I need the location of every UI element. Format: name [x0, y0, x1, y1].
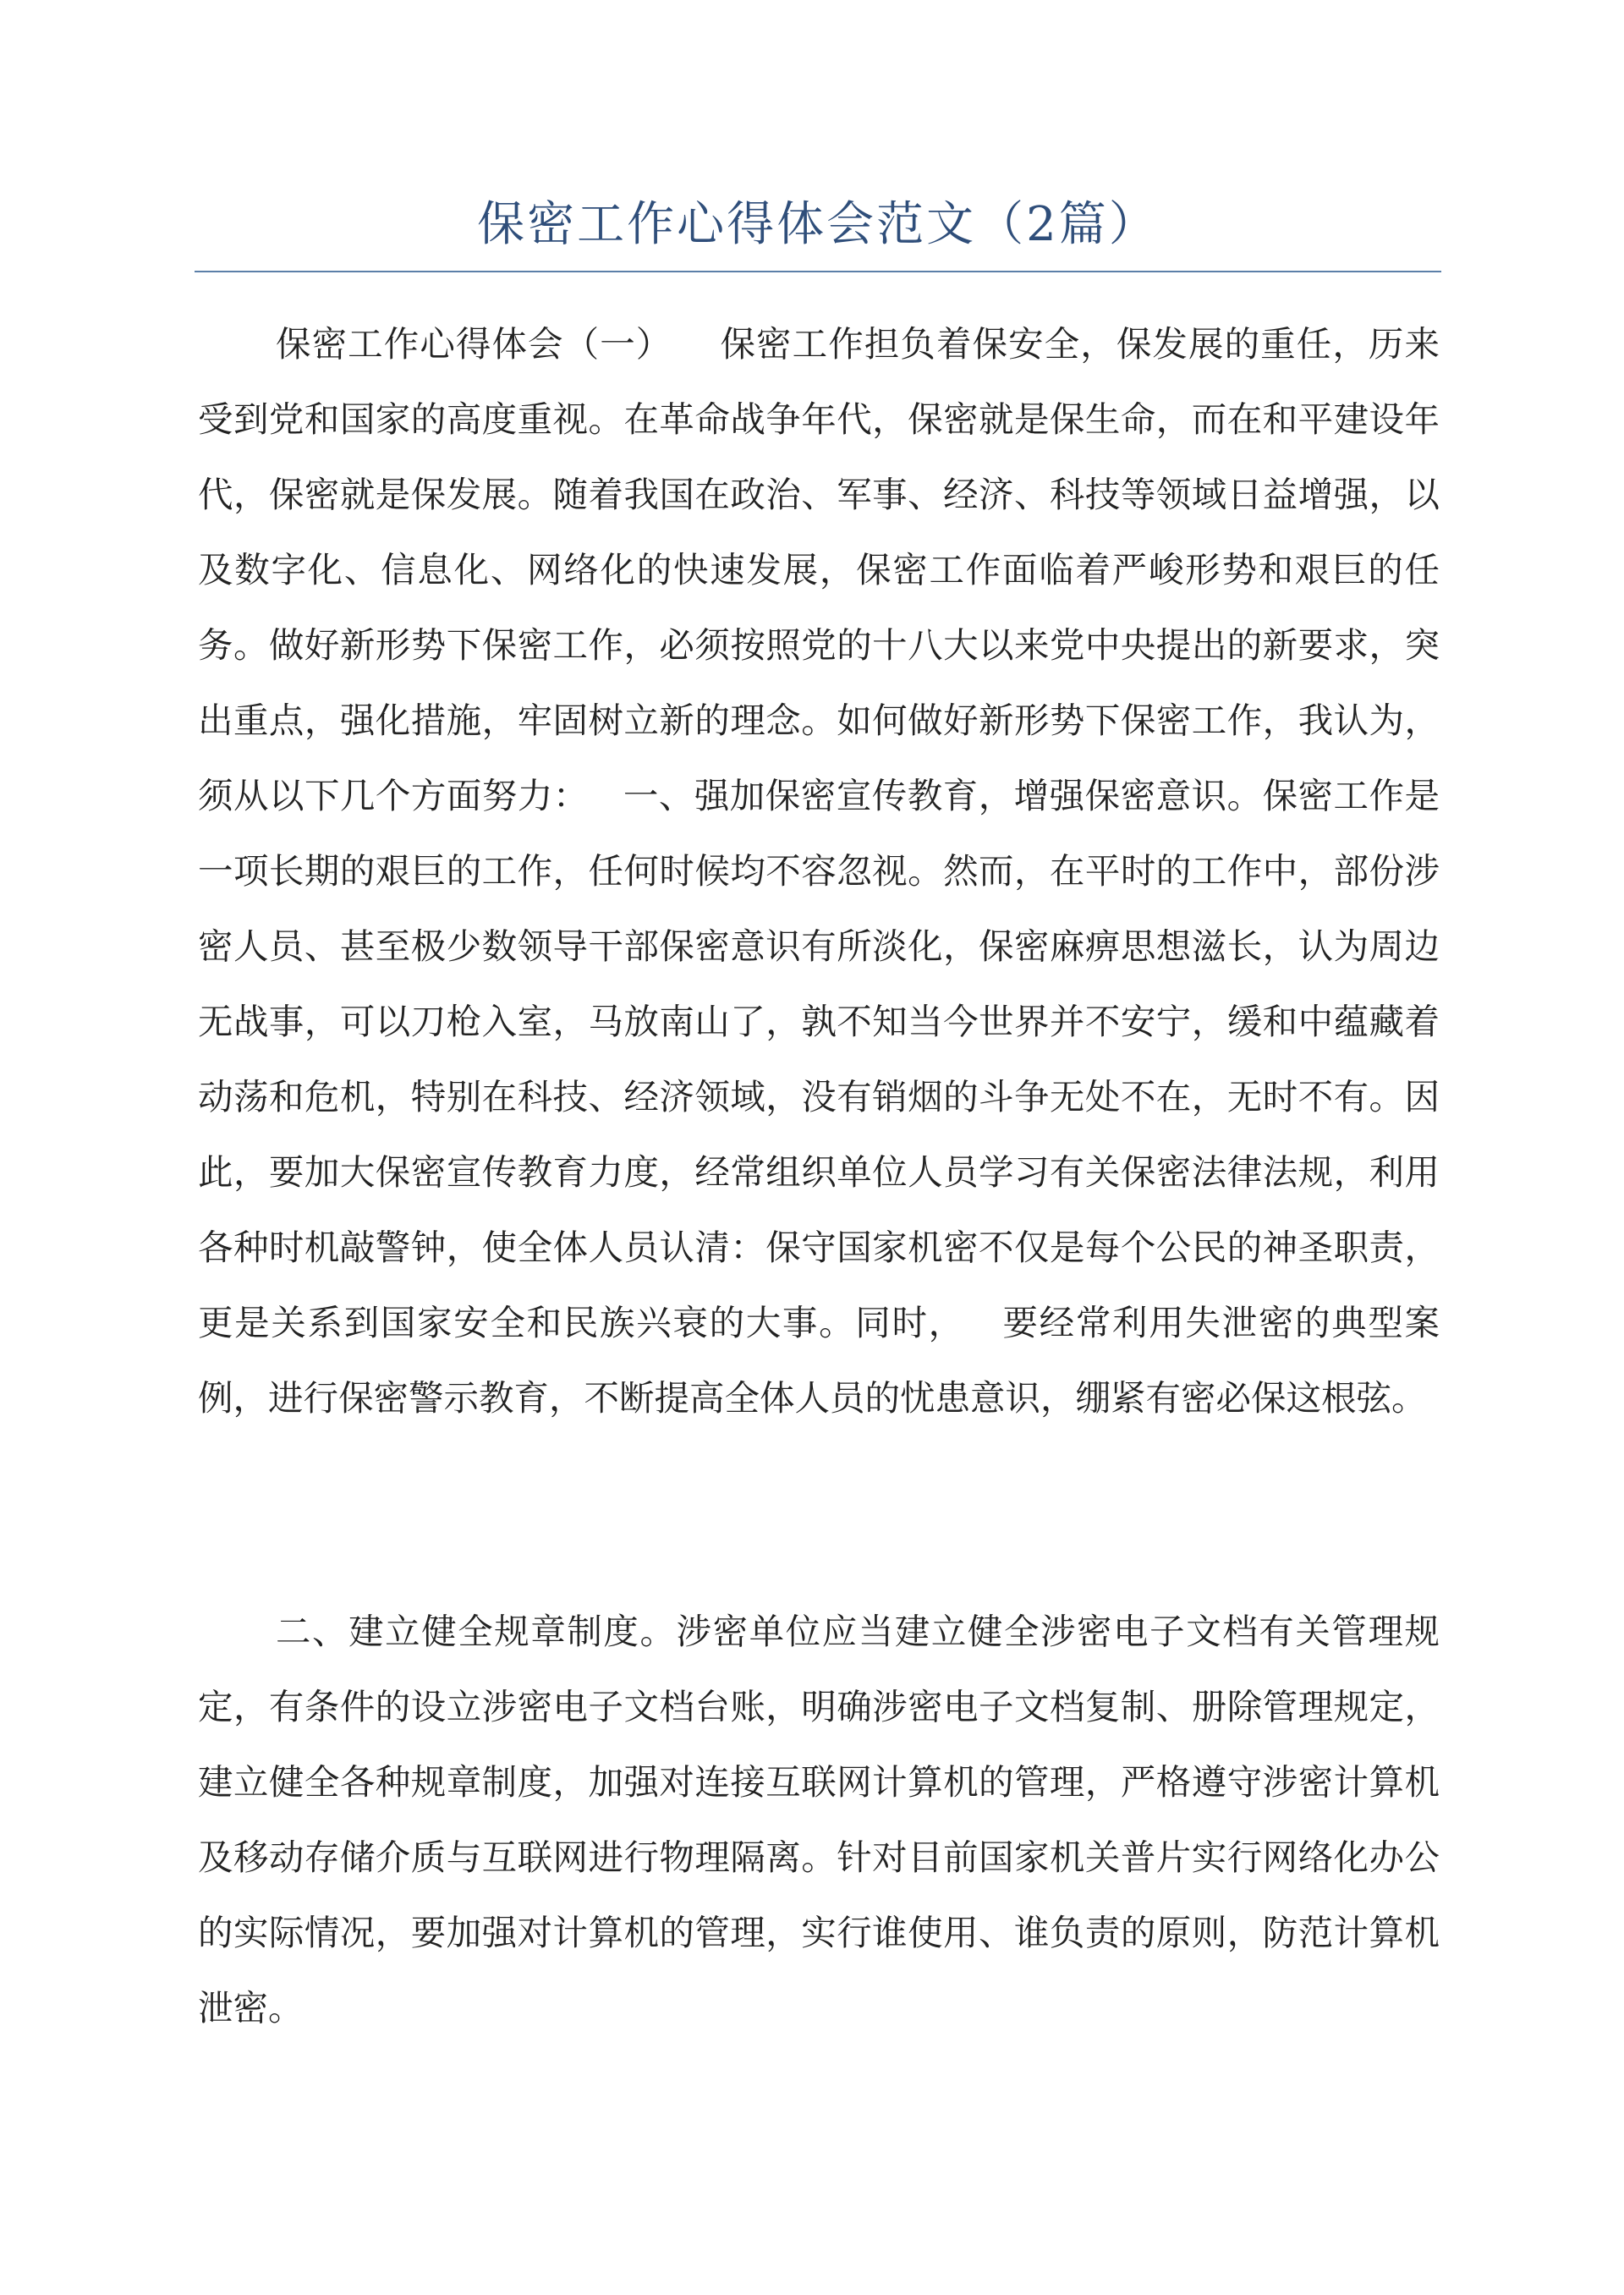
paragraph-2: 二、建立健全规章制度。涉密单位应当建立健全涉密电子文档有关管理规定，有条件的设立涉密电子文档台账，明确涉密电子文档复制、册除管理规定，建立健全各种规章制度，加强对连接互联网计算机的管理，严格遵守涉密计算机及移动存储介质与互联网进行物理隔离。针对目前国家机关普片实行网络化办公的实际情况，要加强对计算机的管理，实行谁使用、谁负责的原则，防范计算机泄密。	[198, 1611, 1440, 2029]
paragraph-1: 保密工作心得体会（一） 保密工作担负着保安全，保发展的重任，历来受到党和国家的高度重视。在革命战争年代，保密就是保生命，而在和平建设年代，保密就是保发展。随着我国在政治、军事、经济、科技等领域日益增强，以及数字化、信息化、网络化的快速发展，保密工作面临着严峻形势和艰巨的任务。做好新形势下保密工作，必须按照党的十八大以来党中央提出的新要求，突出重点，强化措施，牢固树立新的理念。如何做好新形势下保密工作，我认为，须从以下几个方面努力： 一、强加保密宣传教育，增强保密意识。保密工作是一项长期的艰巨的工作，任何时候均不容忽视。然而，在平时的工作中，部份涉密人员、甚至极少数领导干部保密意识有所淡化，保密麻痹思想滋长，认为周边无战事，可以刀枪入室，马放南山了，孰不知当今世界并不安宁，缓和中蕴藏着动荡和危机，特别在科技、经济领域，没有销烟的斗争无处不在，无时不有。因此，要加大保密宣传教育力度，经常组织单位人员学习有关保密法律法规，利用各种时机敲警钟，使全体人员认清：保守国家机密不仅是每个公民的神圣职责，更是关系到国家安全和民族兴衰的大事。同时， 要经常利用失泄密的典型案例，进行保密警示教育，不断提高全体人员的忧患意识，绷紧有密必保这根弦。	[198, 323, 1440, 1419]
body-section-1	[198, 306, 1440, 1436]
title-underline-divider	[195, 271, 1441, 272]
document-title: 保密工作心得体会范文（2篇）	[477, 197, 1159, 252]
body-section-2	[198, 1594, 1440, 2045]
